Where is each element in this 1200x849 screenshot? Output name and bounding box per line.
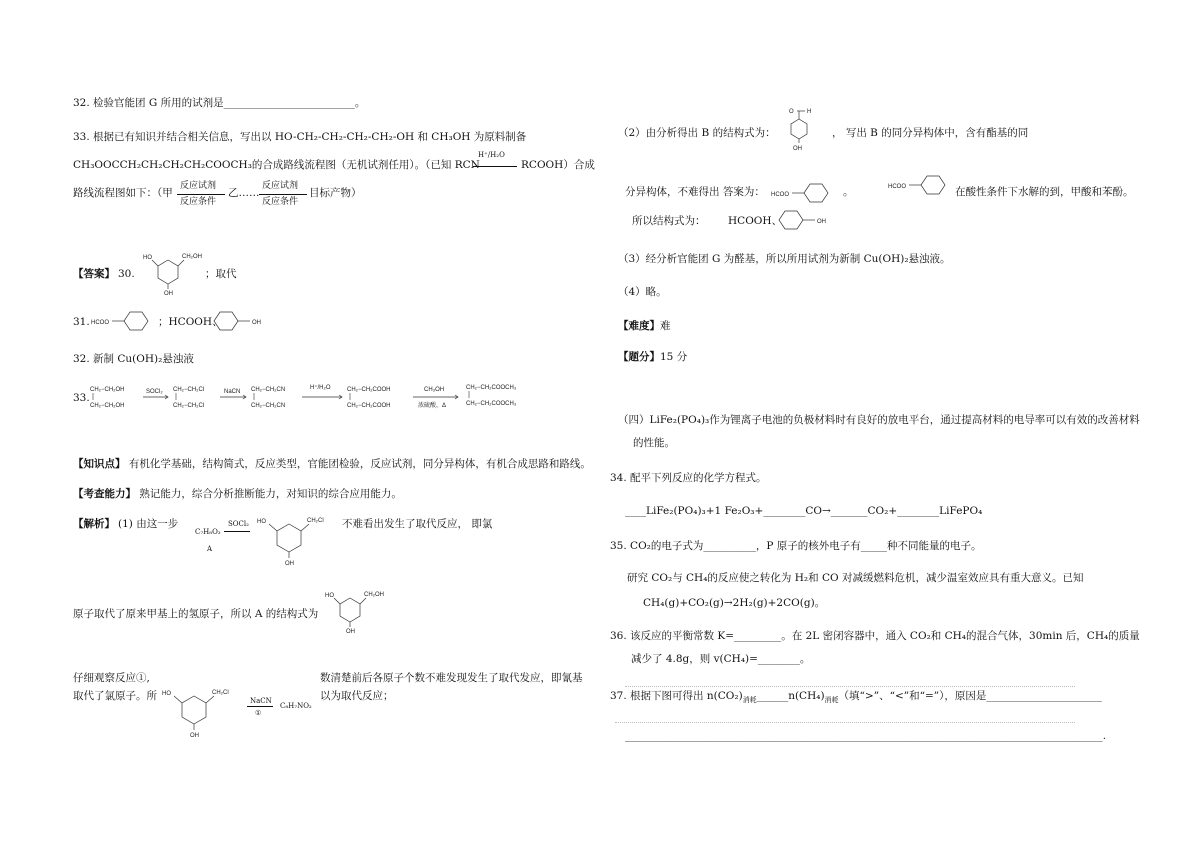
part-4: （4）略。 — [618, 286, 667, 298]
phenol-structure-2 — [775, 207, 835, 233]
svg-text:CH₂−CH₂CN: CH₂−CH₂CN — [251, 403, 286, 409]
score — [618, 351, 687, 364]
route-condition-2: 反应条件 — [262, 197, 299, 207]
chloro-compound-structure-2 — [160, 682, 240, 738]
svg-text:CH₂−CH₂COOH: CH₂−CH₂COOH — [347, 387, 391, 393]
question-33-line2b: RCOOH）合成 — [521, 159, 595, 171]
question-33-line3: 路线流程图如下：（甲 — [73, 187, 173, 199]
part-2-hcooh: HCOOH、 — [728, 215, 783, 227]
answer-30-tail: ；取代 — [205, 268, 237, 280]
analysis-arrow-1 — [224, 531, 250, 532]
part-2-period: 。 — [843, 186, 854, 198]
knowledge-point-tag: 【知识点】 — [73, 458, 126, 470]
answer-32: 32. 新制 Cu(OH)₂悬浊液 — [73, 353, 194, 365]
research-intro: 研究 CO₂与 CH₄的反应使之转化为 H₂和 CO 对减缓燃料危机，减少温室效应具有重大意义。已知 — [627, 572, 1084, 584]
part-2-line1: （2）由分析得出 B 的结构式为： — [618, 127, 776, 139]
part-2-line2: 分异构体，不难得出 答案为： — [625, 186, 765, 198]
svg-text:CH₂Cl: CH₂Cl — [307, 518, 324, 524]
svg-text:HCOO: HCOO — [771, 192, 789, 198]
svg-text:HO: HO — [162, 691, 171, 697]
analysis-1-tail: 不难看出发生了取代反应， 即氯 — [342, 518, 493, 530]
svg-text:CH₂−CH₂OH: CH₂−CH₂OH — [90, 387, 125, 393]
question-33-line2a: CH₃OOCCH₂CH₂CH₂CH₂COOCH₃的合成路线流程图（无机试剂任用）。（已知 RCN — [73, 159, 480, 171]
score-tag: 【题分】 — [618, 351, 660, 363]
ability — [73, 488, 402, 501]
ho-label: HO — [143, 255, 152, 261]
difficulty-value: 难 — [660, 320, 671, 332]
part-2-hydrolysis: 在酸性条件下水解的到，甲酸和苯酚。 — [955, 186, 1134, 198]
analysis-1: (1) 由这一步 — [118, 518, 179, 530]
question-36: 36. 该反应的平衡常数 K=_________。在 2L 密闭容器中，通入 CO₂和 CH₄的混合气体，30min 后，CH₄的质量 — [610, 630, 1140, 642]
route-arrow-1 — [177, 194, 225, 195]
svg-text:HO: HO — [257, 519, 266, 525]
svg-text:HCOO: HCOO — [888, 184, 906, 190]
svg-text:CH₂−CH₂COOCH₃: CH₂−CH₂COOCH₃ — [466, 385, 517, 391]
question-32: 32. 检验官能团 G 所用的试剂是_________________________。 — [73, 97, 366, 109]
answer-tag: 【答案】 — [73, 268, 115, 280]
svg-text:NaCN: NaCN — [224, 389, 241, 395]
answer-33-number: 33. — [73, 392, 90, 404]
section-4-intro: （四）LiFe₂(PO₄)₃作为锂离子电池的负极材料时有良好的放电平台，通过提高材料的电导率可以有效的改善材料 — [618, 414, 1140, 426]
compound-a-structure — [322, 586, 392, 634]
analysis-arrow-2 — [247, 706, 273, 707]
svg-text:SOCl₂: SOCl₂ — [146, 389, 163, 395]
question-33-condition: H⁺/H₂O — [478, 151, 505, 159]
route-mid: 乙…… — [228, 187, 260, 199]
knowledge-point-text: 有机化学基础，结构简式，反应类型，官能团检验，反应试剂，同分异构体，有机合成思路和路线。 — [128, 458, 591, 470]
svg-text:CH₂Cl: CH₂Cl — [212, 690, 229, 696]
reaction-arrow — [473, 166, 517, 167]
route-reagent-2: 反应试剂 — [262, 181, 299, 191]
svg-text:CH₃OH: CH₃OH — [424, 387, 445, 393]
answer-31-mid: ；HCOOH、 — [158, 316, 223, 328]
svg-text:OH: OH — [285, 561, 294, 566]
svg-text:OH: OH — [793, 146, 802, 151]
ability-tag: 【考查能力】 — [73, 488, 136, 500]
analysis-3-reagent: NaCN — [250, 697, 272, 705]
svg-text:浓硫酸，Δ: 浓硫酸，Δ — [418, 403, 447, 409]
analysis-3-product: C₈H₇NO₂ — [280, 702, 312, 710]
section-4-intro-b: 的性能。 — [633, 437, 675, 449]
research-equation: CH₄(g)+CO₂(g)→2H₂(g)+2CO(g)。 — [643, 597, 826, 609]
score-value: 15 分 — [660, 351, 688, 363]
svg-text:H⁺/H₂O: H⁺/H₂O — [310, 385, 331, 391]
difficulty-tag: 【难度】 — [618, 320, 660, 332]
svg-text:CH₂−CH₂COOH: CH₂−CH₂COOH — [347, 403, 391, 409]
analysis-2: 原子取代了原来甲基上的氢原子，所以 A 的结构式为 — [73, 608, 319, 620]
difficulty — [618, 320, 671, 333]
chloro-compound-structure — [255, 510, 335, 566]
question-37-answer-line: ___________________________________________________________________________________________. — [625, 730, 1107, 742]
oh-label: OH — [164, 291, 173, 296]
molecule-a-structure — [140, 248, 210, 296]
synthesis-route — [88, 380, 548, 414]
phenyl-formate-structure — [90, 308, 160, 334]
part-3: （3）经分析官能团 G 为醛基，所以所用试剂为新制 Cu(OH)₂悬浊液。 — [618, 253, 951, 265]
analysis-tag: 【解析】 — [73, 518, 115, 530]
part-2-line3: 所以结构式为： — [632, 215, 706, 227]
question-36b: 减少了 4.8g，则 v(CH₄)=________。 — [631, 653, 811, 665]
route-target: 目标产物） — [309, 187, 362, 199]
svg-text:HO: HO — [325, 593, 334, 599]
answer-31-number: 31. — [73, 316, 90, 328]
dotted-rule — [625, 686, 1075, 687]
ch2oh-label: CH₂OH — [182, 254, 202, 260]
question-35: 35. CO₂的电子式为__________，P 原子的核外电子有_____种不同能量的电子。 — [610, 540, 982, 552]
analysis-3-right1: 数清楚前后各原子个数不难发现发生了取代发应，即氰基 — [320, 672, 583, 684]
svg-text:OH: OH — [346, 629, 355, 634]
svg-text:OH: OH — [190, 733, 199, 738]
phenol-structure — [210, 308, 270, 334]
hcoo-label: HCOO — [91, 320, 109, 326]
svg-text:CH₂−CH₂COOCH₃: CH₂−CH₂COOCH₃ — [466, 401, 517, 407]
svg-text:OH: OH — [817, 219, 826, 225]
svg-text:H: H — [807, 109, 812, 115]
analysis-3-step: ① — [255, 709, 262, 717]
question-37: 37. 根据下图可得出 $n(CO_2)_{消耗}\_\_\_\_\_\_n(CH_4)_{消耗}$（填“>”、“<”和“=”），原因是______________________ — [610, 690, 1102, 705]
route-condition-1: 反应条件 — [180, 197, 217, 207]
dotted-rule-2 — [615, 722, 1075, 723]
ability-text: 熟记能力，综合分析推断能力，对知识的综合应用能力。 — [139, 488, 402, 500]
svg-text:CH₂−CH₂CN: CH₂−CH₂CN — [251, 387, 286, 393]
question-34-equation: ____LiFe₂(PO₄)₃+1 Fe₂O₃+________CO→_______CO₂+________LiFePO₄ — [625, 505, 983, 517]
question-33-line1: 33. 根据已有知识并结合相关信息，写出以 HO-CH₂-CH₂-CH₂-CH₂-OH 和 CH₃OH 为原料制备 — [73, 131, 527, 143]
compound-b-structure — [775, 105, 825, 151]
svg-text:O: O — [789, 109, 794, 115]
analysis-3-right2: 以为取代反应； — [320, 690, 394, 702]
part-2-line1b: ， 写出 B 的同分异构体中，含有酯基的同 — [832, 127, 1029, 139]
route-reagent-1: 反应试剂 — [180, 181, 217, 191]
analysis-3b: 取代了氯原子。所 — [73, 690, 157, 702]
svg-text:CH₂−CH₂Cl: CH₂−CH₂Cl — [173, 387, 205, 393]
route-arrow-2 — [259, 194, 307, 195]
svg-text:CH₂−CH₂OH: CH₂−CH₂OH — [90, 403, 125, 409]
question-34: 34. 配平下列反应的化学方程式。 — [610, 472, 767, 484]
svg-text:CH₂−CH₂Cl: CH₂−CH₂Cl — [173, 403, 205, 409]
compound-a-formula: C₇H₈O₃ — [195, 528, 221, 536]
knowledge-point — [73, 458, 591, 471]
isomer-structure-2 — [887, 172, 957, 198]
analysis-3a: 仔细观察反应①, — [73, 672, 150, 684]
compound-a-label: A — [207, 545, 213, 553]
answer-30-number: 30. — [118, 268, 135, 280]
analysis-1-reagent: SOCl₂ — [228, 520, 249, 528]
isomer-structure — [770, 180, 840, 206]
svg-text:CH₂OH: CH₂OH — [364, 592, 384, 598]
oh-label: OH — [252, 320, 261, 326]
